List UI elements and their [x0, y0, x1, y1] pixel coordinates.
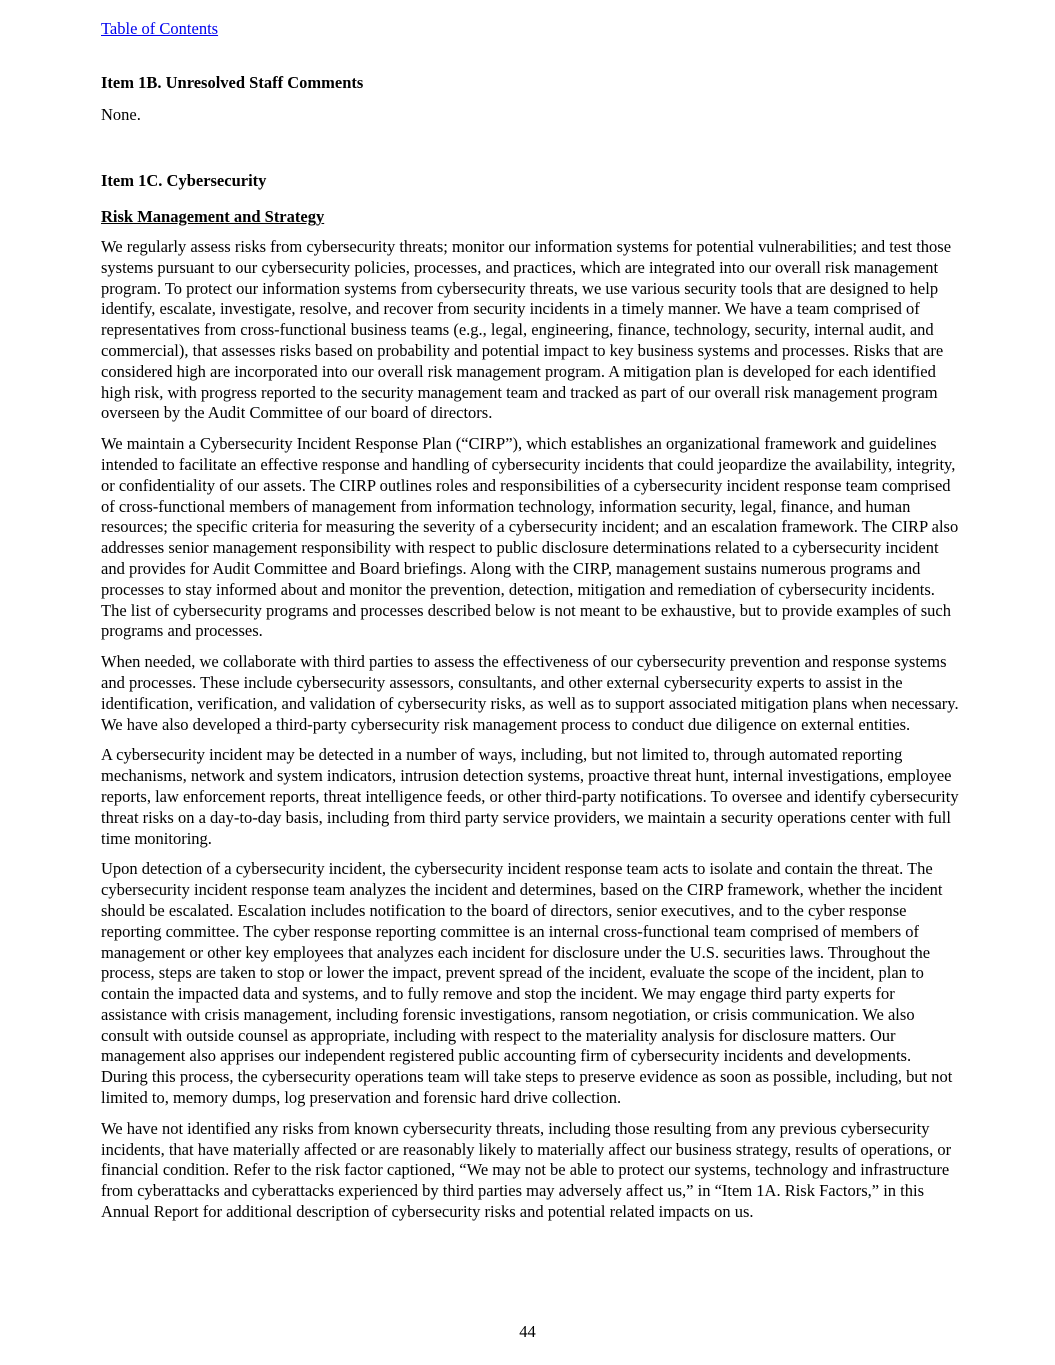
- paragraph-no-material-risks: We have not identified any risks from known cybersecurity threats, including those resulting from any previous cybersecurity incidents, that have materially affected or are reasonably likely to materially affect our business strategy, results of operations, or financial condition. Refer to the risk factor captioned, “We may not be able to protect our systems, technology and infrastructure from cyberattacks and cyberattacks experienced by third parties may adversely affect us,” in “Item 1A. Risk Factors,” in this Annual Report for additional description of cybersecurity risks and potential related impacts on us.: [101, 1118, 952, 1222]
- paragraph-cirp: We maintain a Cybersecurity Incident Response Plan (“CIRP”), which establishes an organizational framework and guidelines intended to facilitate an effective response and handling of cybersecurity incidents that could jeopardize the availability, integrity, or confidentiality of our assets. The CIRP outlines roles and responsibilities of a cybersecurity incident response team comprised of cross-functional members of management from information technology, information security, legal, finance, and human resources; the specific criteria for measuring the severity of a cybersecurity incident; and an escalation framework. The CIRP also addresses senior management responsibility with respect to public disclosure determinations related to a cybersecurity incident and provides for Audit Committee and Board briefings. Along with the CIRP, management sustains numerous programs and processes to stay informed about and monitor the prevention, detection, mitigation and remediation of cybersecurity incidents. The list of cybersecurity programs and processes described below is not meant to be exhaustive, but to provide examples of such programs and processes.: [101, 434, 959, 641]
- item-1b-body: None.: [101, 105, 141, 124]
- paragraph-incident-response: Upon detection of a cybersecurity incident, the cybersecurity incident response team acts to isolate and contain the threat. The cybersecurity incident response team analyzes the incident and determines, based on the CIRP framework, whether the incident should be escalated. Escalation includes notification to the board of directors, senior executives, and to the cyber response reporting committee. The cyber response reporting committee is an internal cross-functional team comprised of members of management or other key employees that analyzes each incident for disclosure under the U.S. securities laws. Throughout the process, steps are taken to stop or lower the impact, prevent spread of the incident, evaluate the scope of the incident, plan to contain the impacted data and systems, and to fully remove and stop the incident. We may engage third party experts for assistance with crisis management, including forensic investigations, ransom negotiation, or crisis communication. We also consult with outside counsel as appropriate, including with respect to the materiality analysis for disclosure matters. Our management also apprises our independent registered public accounting firm of cybersecurity incidents and developments. During this process, the cybersecurity operations team will take steps to preserve evidence as soon as possible, including, but not limited to, memory dumps, log preservation and forensic hard drive collection.: [101, 859, 953, 1108]
- item-1c-heading: Item 1C. Cybersecurity: [101, 171, 267, 190]
- item-1b-heading: Item 1B. Unresolved Staff Comments: [101, 73, 364, 92]
- paragraph-risk-assessment: We regularly assess risks from cybersecurity threats; monitor our information systems for potential vulnerabilities; and test those systems pursuant to our cybersecurity policies, processes, and practices, which are integrated into our overall risk management program. To protect our information systems from cybersecurity threats, we use various security tools that are designed to help identify, escalate, investigate, resolve, and recover from security incidents in a timely manner. We have a team comprised of representatives from cross-functional business teams (e.g., legal, engineering, finance, technology, security, internal audit, and commercial), that assesses risks based on probability and potential impact to key business systems and processes. Risks that are considered high are incorporated into our overall risk management program. A mitigation plan is developed for each identified high risk, with progress reported to the security management team and tracked as part of our overall risk management program overseen by the Audit Committee of our board of directors.: [101, 237, 952, 423]
- paragraph-incident-detection: A cybersecurity incident may be detected in a number of ways, including, but not limited to, through automated reporting mechanisms, network and system indicators, intrusion detection systems, proactive threat hunt, internal investigations, employee reports, law enforcement reports, threat intelligence feeds, or other third-party notifications. To oversee and identify cybersecurity threat risks on a day-to-day basis, including from third party service providers, we maintain a security operations center with full time monitoring.: [101, 745, 959, 848]
- document-page: [101, 18, 959, 1223]
- table-of-contents-link[interactable]: Table of Contents: [101, 19, 219, 38]
- risk-management-subheading: Risk Management and Strategy: [101, 207, 325, 226]
- page-number: 44: [519, 1322, 536, 1341]
- paragraph-third-parties: When needed, we collaborate with third parties to assess the effectiveness of our cybersecurity prevention and response systems and processes. These include cybersecurity assessors, consultants, and other external cybersecurity experts to assist in the identification, verification, and validation of cybersecurity risks, as well as to support associated mitigation plans when necessary. We have also developed a third-party cybersecurity risk management process to conduct due diligence on external entities.: [101, 652, 959, 734]
